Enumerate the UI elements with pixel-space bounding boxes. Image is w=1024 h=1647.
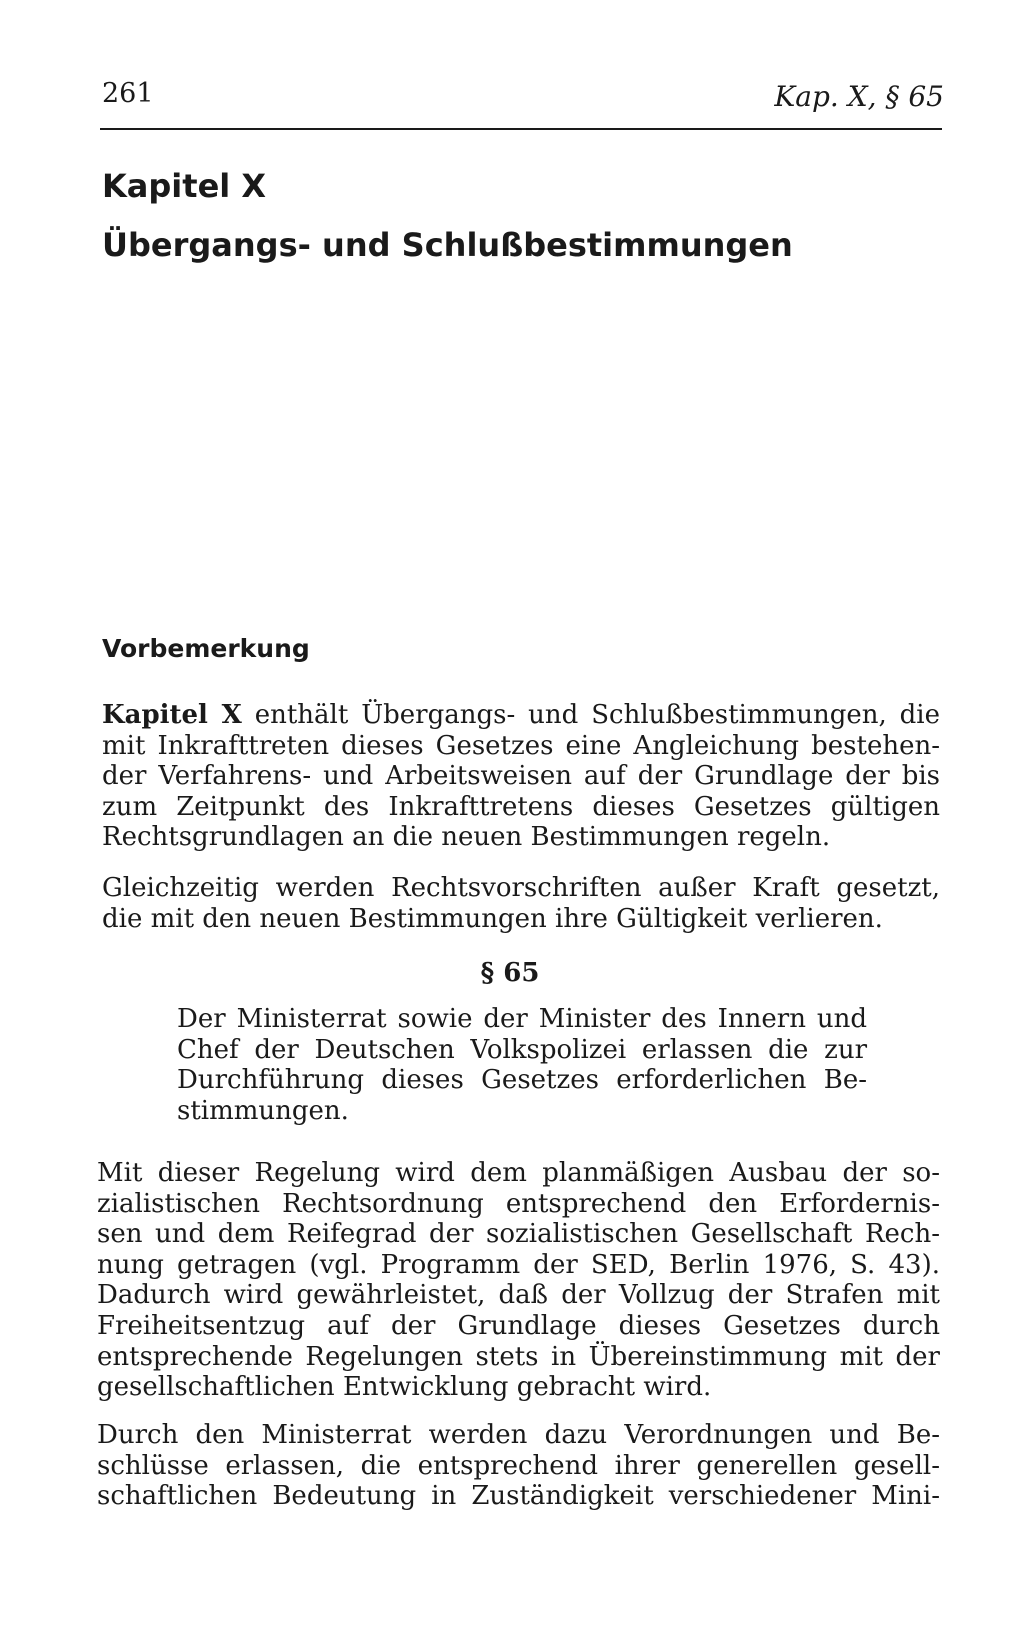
text-line: Durchführung dieses Gesetzes erforderlichen Be- bbox=[177, 1065, 867, 1096]
text-line: die mit den neuen Bestimmungen ihre Gültigkeit verlieren. bbox=[102, 903, 883, 934]
text-line: Mit dieser Regelung wird dem planmäßigen Ausbau der so- bbox=[97, 1158, 940, 1188]
law-text bbox=[177, 1004, 867, 1126]
commentary-paragraph-1 bbox=[97, 1158, 940, 1403]
text-line: zialistischen Rechtsordnung entsprechend den Erfordernis- bbox=[97, 1188, 940, 1219]
text-line: der Verfahrens- und Arbeitsweisen auf der Grundlage der bis bbox=[102, 761, 940, 792]
chapter-subtitle: Übergangs- und Schlußbestimmungen bbox=[102, 226, 793, 264]
text-line: Rechtsgrundlagen an die neuen Bestimmungen regeln. bbox=[102, 822, 831, 853]
text-line: Freiheitsentzug auf der Grundlage dieses Gesetzes durch bbox=[97, 1310, 940, 1341]
chapter-title: Kapitel X bbox=[102, 167, 267, 205]
text-line: schaftlichen Bedeutung in Zuständigkeit verschiedener Mini- bbox=[97, 1481, 940, 1512]
running-head: Kap. X, § 65 bbox=[774, 80, 944, 113]
header-rule bbox=[100, 128, 942, 130]
text-line: Der Ministerrat sowie der Minister des Innern und bbox=[177, 1004, 867, 1034]
text-line: sen und dem Reifegrad der sozialistischen Gesellschaft Rech- bbox=[97, 1219, 940, 1250]
text-line: Chef der Deutschen Volkspolizei erlassen die zur bbox=[177, 1034, 867, 1065]
commentary-paragraph-2 bbox=[97, 1420, 940, 1512]
text-line bbox=[102, 700, 940, 731]
text-line: schlüsse erlassen, die entsprechend ihrer generellen gesell- bbox=[97, 1450, 940, 1481]
text-line: Gleichzeitig werden Rechtsvorschriften außer Kraft gesetzt, bbox=[102, 873, 940, 903]
preliminary-heading: Vorbemerkung bbox=[102, 634, 310, 663]
line-rest: enthält Übergangs- und Schlußbestimmungen, die bbox=[241, 700, 941, 730]
text-line: gesellschaftlichen Entwicklung gebracht wird. bbox=[97, 1372, 712, 1403]
text-line: Dadurch wird gewährleistet, daß der Vollzug der Strafen mit bbox=[97, 1280, 940, 1311]
page-number: 261 bbox=[102, 78, 154, 109]
text-line: zum Zeitpunkt des Inkrafttretens dieses Gesetzes gültigen bbox=[102, 791, 940, 822]
preliminary-paragraph-1 bbox=[102, 700, 940, 853]
text-line: stimmungen. bbox=[177, 1095, 349, 1126]
text-line: mit Inkrafttreten dieses Gesetzes eine Angleichung bestehen- bbox=[102, 730, 940, 761]
preliminary-paragraph-2 bbox=[102, 873, 940, 934]
bold-lead: Kapitel X bbox=[102, 700, 242, 730]
text-line: entsprechende Regelungen stets in Übereinstimmung mit der bbox=[97, 1341, 940, 1372]
text-line: Durch den Ministerrat werden dazu Verordnungen und Be- bbox=[97, 1420, 940, 1450]
section-mark: § 65 bbox=[480, 958, 540, 988]
text-line: nung getragen (vgl. Programm der SED, Berlin 1976, S. 43). bbox=[97, 1249, 940, 1280]
